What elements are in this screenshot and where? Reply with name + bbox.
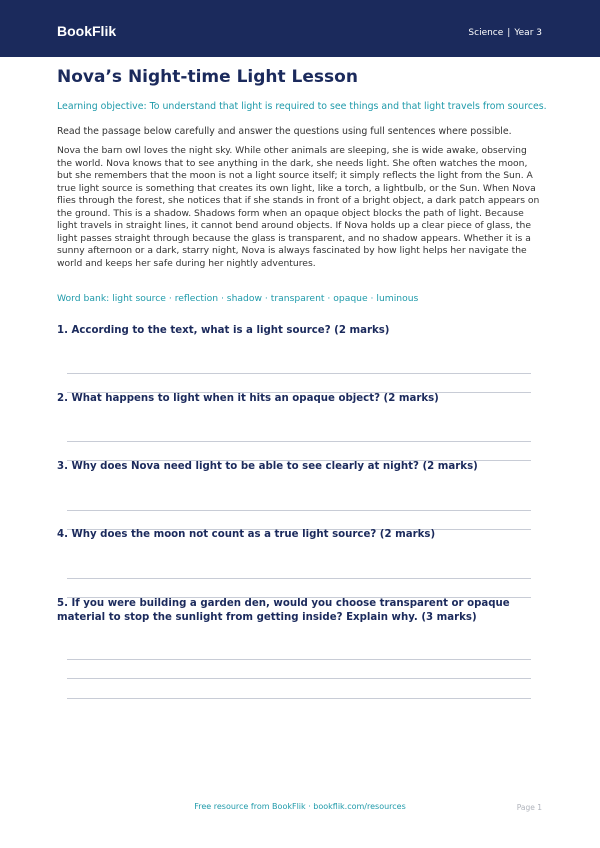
answer-line[interactable] — [67, 441, 531, 442]
subject-label: Science — [468, 28, 504, 38]
question-5: 5. If you were building a garden den, would you choose transparent or opaque material to stop the sunlight from getting inside? Explain why. (3 marks) — [57, 598, 510, 623]
page-number: Page 1 — [516, 803, 542, 812]
answer-line[interactable] — [67, 373, 531, 374]
question-1: 1. According to the text, what is a light source? (2 marks) — [57, 325, 390, 336]
question-2: 2. What happens to light when it hits an opaque object? (2 marks) — [57, 393, 439, 404]
instructions: Read the passage below carefully and answer the questions using full sentences where possible. — [57, 126, 512, 137]
answer-line[interactable] — [67, 678, 531, 679]
question-3: 3. Why does Nova need light to be able to see clearly at night? (2 marks) — [57, 461, 478, 472]
header-meta — [468, 28, 542, 39]
learning-objective: Learning objective: To understand that light is required to see things and that light travels from sources. — [57, 101, 547, 112]
header-bar — [0, 0, 600, 57]
reading-passage: Nova the barn owl loves the night sky. While other animals are sleeping, she is wide awake, observing the world. Nova knows that to see anything in the dark, she needs light. She often watches the moon, but she remembers that the moon is not a light source itself; it simply reflects the light from the Sun. A true light source is something that creates its own light, like a torch, a lightbulb, or the Sun. When Nova flies through the forest, she notices that if she stands in front of a bright object, a dark patch appears on the ground. This is a shadow. Shadows form when an opaque object blocks the path of light. Because light travels in straight lines, it cannot bend around objects. If Nova holds up a clear piece of glass, the light passes straight through because the glass is transparent, and no shadow appears. Whether it is a sunny afternoon or a dark, starry night, Nova is always fascinated by how light helps her navigate the world and keeps her safe during her nightly adventures. — [57, 145, 540, 269]
answer-line[interactable] — [67, 659, 531, 660]
page-title: Nova’s Night-time Light Lesson — [57, 67, 358, 87]
question-4: 4. Why does the moon not count as a true light source? (2 marks) — [57, 529, 436, 540]
answer-line[interactable] — [67, 698, 531, 699]
header-separator: | — [507, 28, 511, 38]
year-label: Year 3 — [514, 28, 542, 38]
footer-resource-link[interactable]: Free resource from BookFlik · bookflik.com/resources — [194, 802, 406, 811]
answer-line[interactable] — [67, 510, 531, 511]
word-bank: Word bank: light source · reflection · shadow · transparent · opaque · luminous — [57, 293, 419, 304]
brand-logo: BookFlik — [57, 23, 117, 39]
answer-line[interactable] — [67, 578, 531, 579]
